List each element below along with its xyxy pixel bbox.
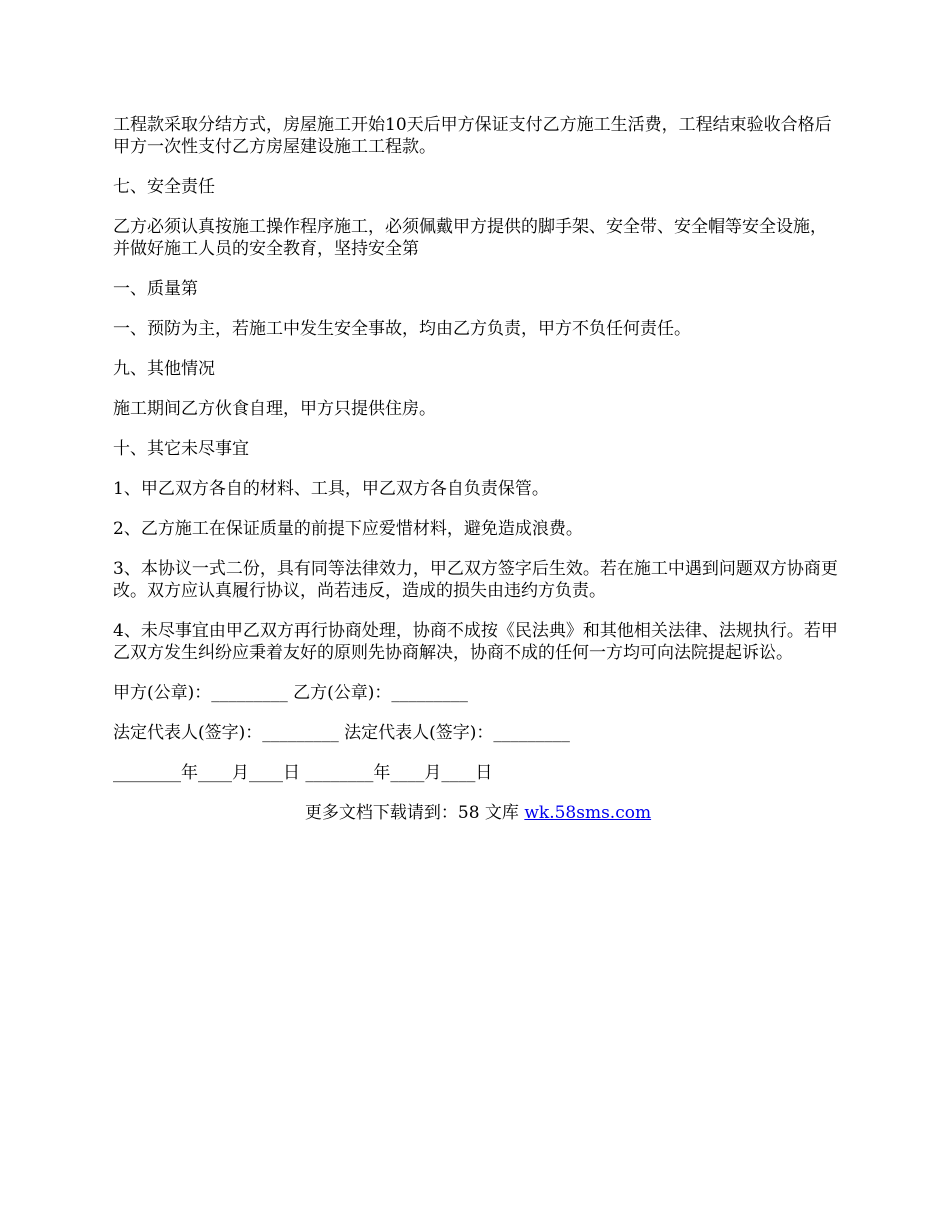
paragraph-prevention: 一、预防为主，若施工中发生安全事故，均由乙方负责，甲方不负任何责任。 [113,319,691,339]
signature-date-line: ________年____月____日 ________年____月____日 [113,763,493,783]
signature-representative-line: 法定代表人(签字)：_________ 法定代表人(签字)：_________ [113,723,570,743]
signature-seal-line: 甲方(公章)：_________ 乙方(公章)：_________ [113,683,468,703]
paragraph-payment-terms: 工程款采取分结方式，房屋施工开始10天后甲方保证支付乙方施工生活费，工程结束验收合格后甲方一次性支付乙方房屋建设施工工程款。 [113,115,832,157]
download-footer [113,802,843,824]
paragraph-safety: 乙方必须认真按施工操作程序施工，必须佩戴甲方提供的脚手架、安全带、安全帽等安全设施，并做好施工人员的安全教育，坚持安全第 [113,217,827,259]
document-body [113,114,843,824]
paragraph-meals: 施工期间乙方伙食自理，甲方只提供住房。 [113,399,436,419]
section-heading-misc: 十、其它未尽事宜 [113,439,249,459]
section-heading-other: 九、其他情况 [113,359,215,379]
footer-link[interactable]: wk.58sms.com [524,803,652,823]
clause-2: 2、乙方施工在保证质量的前提下应爱惜材料，避免造成浪费。 [113,519,583,539]
clause-4: 4、未尽事宜由甲乙双方再行协商处理，协商不成按《民法典》和其他相关法律、法规执行。若甲乙双方发生纠纷应秉着友好的原则先协商解决，协商不成的任何一方均可向法院提起诉讼。 [113,621,838,663]
section-heading-safety: 七、安全责任 [113,177,215,197]
footer-text: 更多文档下载请到：58 文库 [304,803,525,823]
clause-1: 1、甲乙双方各自的材料、工具，甲乙双方各自负责保管。 [113,479,549,499]
clause-3: 3、本协议一式二份，具有同等法律效力，甲乙双方签字后生效。若在施工中遇到问题双方协商更改。双方应认真履行协议，尚若违反，造成的损失由违约方负责。 [113,559,838,601]
paragraph-quality: 一、质量第 [113,279,198,299]
